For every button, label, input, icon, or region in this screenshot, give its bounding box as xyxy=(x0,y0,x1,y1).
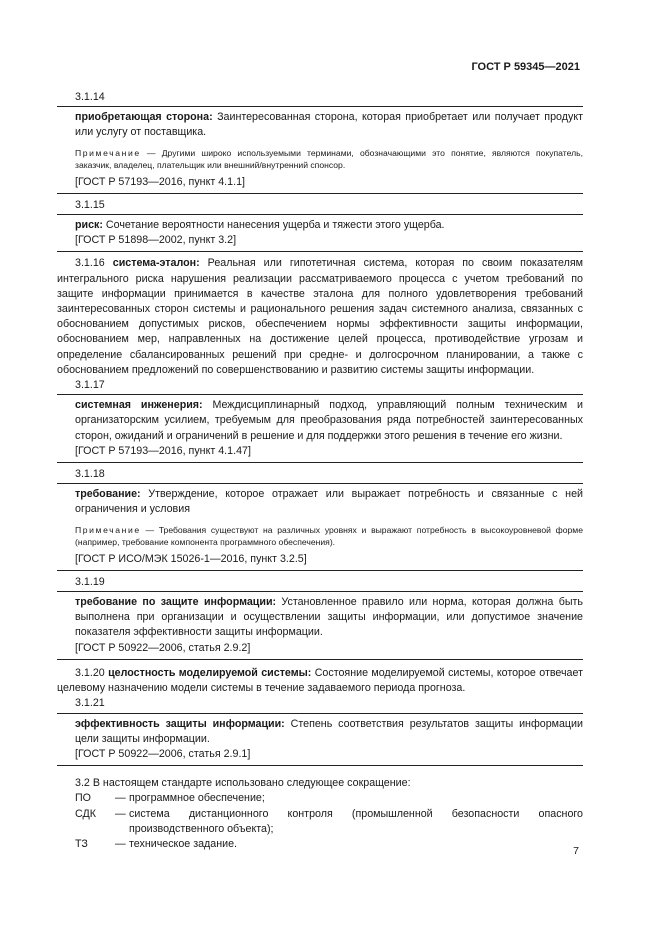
abbreviation-text: техническое задание. xyxy=(129,837,238,850)
abbreviation-text: программное обеспечение; xyxy=(129,792,265,805)
term-number: 3.1.14 xyxy=(75,91,105,103)
term-source: [ГОСТ Р ИСО/МЭК 15026-1—2016, пункт 3.2.5] xyxy=(75,552,307,565)
term-box xyxy=(57,591,583,660)
abbreviation-row xyxy=(57,837,583,852)
document-body xyxy=(57,90,583,852)
term-source: [ГОСТ Р 57193—2016, пункт 4.1.47] xyxy=(75,444,251,457)
term-paragraph: 3.1.20 целостность моделируемой системы: Состояние моделируемой системы, которое отвечает целевому назначению модели системы в течение задаваемого периода прогноза. xyxy=(57,666,583,695)
term-note: Примечание — Требования существуют на различных уровнях и выражают потребность в высокоуровневой форме (например, требование компонента программного обеспечения). xyxy=(75,524,583,547)
term-box xyxy=(57,394,583,463)
term-name: требование по защите информации: xyxy=(75,596,277,609)
term-box xyxy=(57,106,583,194)
term-source: [ГОСТ Р 50922—2006, статья 2.9.2] xyxy=(75,641,251,654)
term-box xyxy=(57,483,583,571)
term-source: [ГОСТ Р 50922—2006, статья 2.9.1] xyxy=(75,747,251,760)
term-paragraph: 3.1.16 система-эталон: Реальная или гипотетичная система, которая по своим показателям интегрального риска нарушения реализации рассматриваемого процесса с учетом требований по защите информации принимается в качестве эталона для полного удовлетворения требований заинтересованных сторон системы и рационального решения задач системного анализа, связанных с обоснованием допустимых рисков, обеспечением нормы эффективности защиты информации, обоснованием мер, направленных на достижение целей процесса, противодействие угрозам и определение сбалансированных решений при средне- и долгосрочном планировании, а также с обоснованием предложений по совершенствованию и развитию системы защиты информации. xyxy=(57,257,583,376)
term-source: [ГОСТ Р 51898—2002, пункт 3.2] xyxy=(75,234,237,247)
term-number: 3.1.20 xyxy=(75,666,105,679)
abbreviation-row xyxy=(57,791,583,806)
term-definition: системная инженерия: Междисциплинарный подход, управляющий полным техническим и организаторским усилием, требуемым для преобразования ряда потребностей заинтересованных сторон, ожиданий и ограничений в решение и для поддержки этого решения в течение его жизни. xyxy=(75,399,583,442)
note-label: Примечание xyxy=(75,147,141,158)
term-definition: требование: Утверждение, которое отражает или выражает потребность и связанные с ней ограничения и условия xyxy=(75,488,583,516)
abbreviation-text: система дистанционного контроля (промышленной безопасности опасного производственного объекта); xyxy=(129,807,583,835)
term-name: целостность моделируемой системы: xyxy=(108,666,312,679)
term-number: 3.1.19 xyxy=(75,575,105,588)
term-number: 3.1.18 xyxy=(75,468,105,481)
note-label: Примечание xyxy=(75,524,141,535)
term-definition: риск: Сочетание вероятности нанесения ущерба и тяжести этого ущерба. xyxy=(75,219,445,232)
term-number: 3.1.16 xyxy=(75,257,105,270)
abbreviation-dash: — xyxy=(115,792,126,805)
term-name: системная инженерия: xyxy=(75,399,203,412)
term-number: 3.1.15 xyxy=(75,198,105,211)
term-definition: эффективность защиты информации: Степень соответствия результатов защиты информации цели защиты информации. xyxy=(75,717,583,745)
term-number: 3.1.17 xyxy=(75,379,105,392)
abbreviation-key: ПО xyxy=(75,792,91,805)
term-name: приобретающая сторона: xyxy=(75,111,213,124)
term-name: риск: xyxy=(75,219,103,232)
term-name: требование: xyxy=(75,488,141,501)
abbreviation-key: ТЗ xyxy=(75,837,88,850)
abbreviations-intro: 3.2 В настоящем стандарте использовано следующее сокращение: xyxy=(75,777,411,790)
abbreviation-dash: — xyxy=(115,807,126,820)
term-note: Примечание — Другими широко используемыми терминами, обозначающими это понятие, являются покупатель, заказчик, владелец, плательщик или внешний/внутренний спонсор. xyxy=(75,147,583,170)
abbreviation-row xyxy=(57,807,583,837)
term-name: система-эталон: xyxy=(112,257,200,270)
abbreviation-key: СДК xyxy=(75,807,96,820)
term-box xyxy=(57,214,583,252)
term-name: эффективность защиты информации: xyxy=(75,717,285,730)
term-definition: приобретающая сторона: Заинтересованная сторона, которая приобретает или получает продукт или услугу от поставщика. xyxy=(75,111,584,139)
document-header: ГОСТ Р 59345—2021 xyxy=(471,61,580,73)
abbreviation-dash: — xyxy=(115,837,126,850)
term-box xyxy=(57,713,583,767)
term-source: [ГОСТ Р 57193—2016, пункт 4.1.1] xyxy=(75,175,245,188)
term-number: 3.1.21 xyxy=(75,697,105,710)
page-number: 7 xyxy=(573,845,579,857)
term-definition: требование по защите информации: Установленное правило или норма, которая должна быть выполнена при организации и осуществлении защиты информации, или допустимое значение показателя эффективности защиты информации. xyxy=(75,596,583,639)
